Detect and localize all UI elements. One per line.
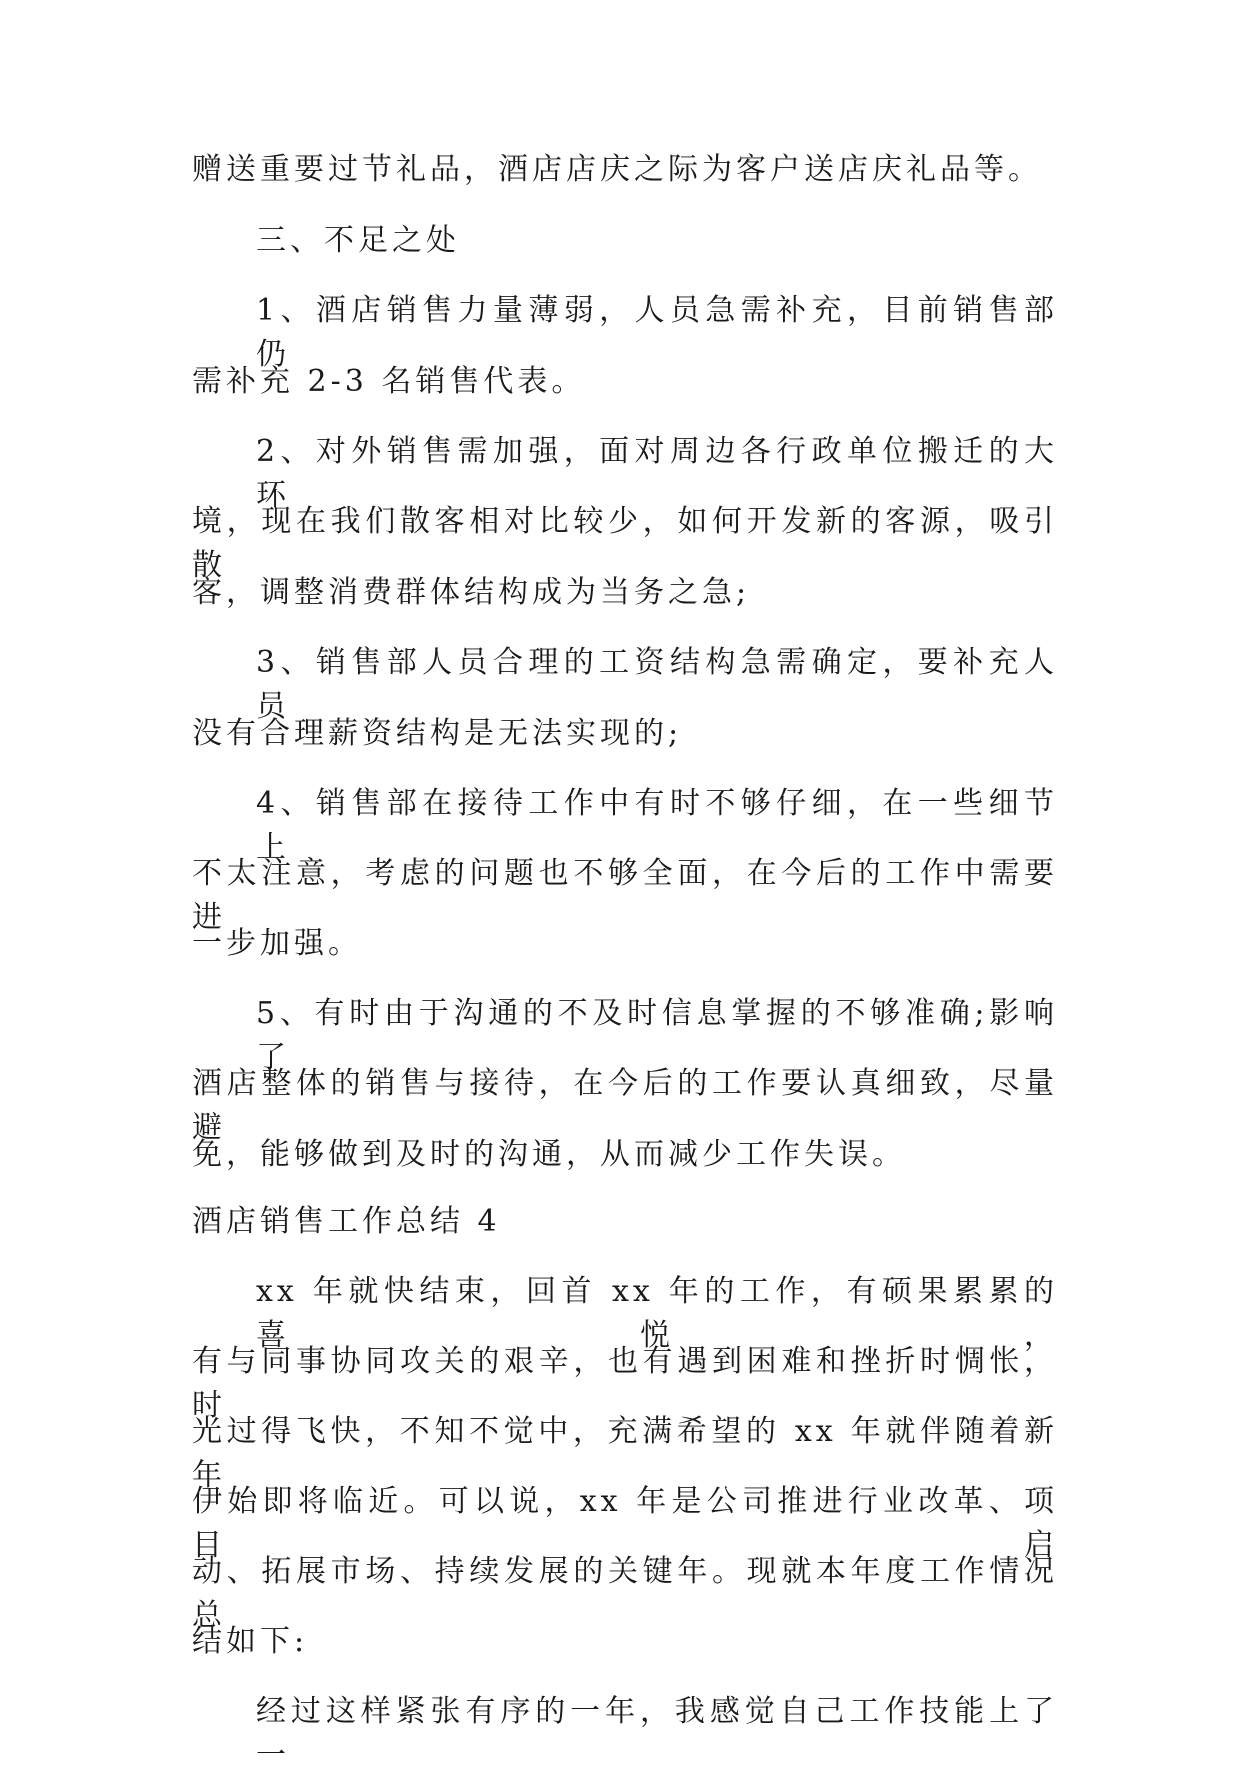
text-line: 1、酒店销售力量薄弱，人员急需补充，目前销售部仍: [256, 293, 1058, 372]
text-line: 需补充 2-3 名销售代表。: [192, 364, 586, 399]
text-line: 一步加强。: [192, 926, 362, 961]
text-line: 境，现在我们散客相对比较少，如何开发新的客源，吸引散: [192, 504, 1058, 583]
text-line: 结如下:: [192, 1624, 309, 1659]
text-line: 没有合理薪资结构是无法实现的;: [192, 716, 683, 751]
text-line: 酒店整体的销售与接待，在今后的工作要认真细致，尽量避: [192, 1066, 1058, 1145]
text-line: 经过这样紧张有序的一年，我感觉自己工作技能上了一: [256, 1694, 1058, 1773]
section-title: 酒店销售工作总结 4: [192, 1204, 501, 1239]
text-line: 不太注意，考虑的问题也不够全面，在今后的工作中需要进: [192, 856, 1058, 935]
text-line: 5、有时由于沟通的不及时信息掌握的不够准确;影响了: [256, 996, 1058, 1075]
text-line: 有与同事协同攻关的艰辛，也有遇到困难和挫折时惆怅，时: [192, 1344, 1058, 1423]
text-line: 3、销售部人员合理的工资结构急需确定，要补充人员: [256, 645, 1058, 724]
section-heading: 三、不足之处: [256, 223, 460, 258]
text-line: 免，能够做到及时的沟通，从而减少工作失误。: [192, 1137, 906, 1172]
text-line: xx 年就快结束，回首 xx 年的工作，有硕果累累的喜悦，: [256, 1274, 1058, 1353]
text-line: 伊始即将临近。可以说，xx 年是公司推进行业改革、项目启: [192, 1484, 1058, 1563]
text-line: 4、销售部在接待工作中有时不够仔细，在一些细节上: [256, 786, 1058, 865]
text-line: 动、拓展市场、持续发展的关键年。现就本年度工作情况总: [192, 1554, 1058, 1633]
text-line: 2、对外销售需加强，面对周边各行政单位搬迁的大环: [256, 434, 1058, 513]
text-line: 客，调整消费群体结构成为当务之急;: [192, 575, 751, 610]
text-line: 光过得飞快，不知不觉中，充满希望的 xx 年就伴随着新年: [192, 1414, 1058, 1493]
text-line: 赠送重要过节礼品，酒店店庆之际为客户送店庆礼品等。: [192, 152, 1042, 187]
